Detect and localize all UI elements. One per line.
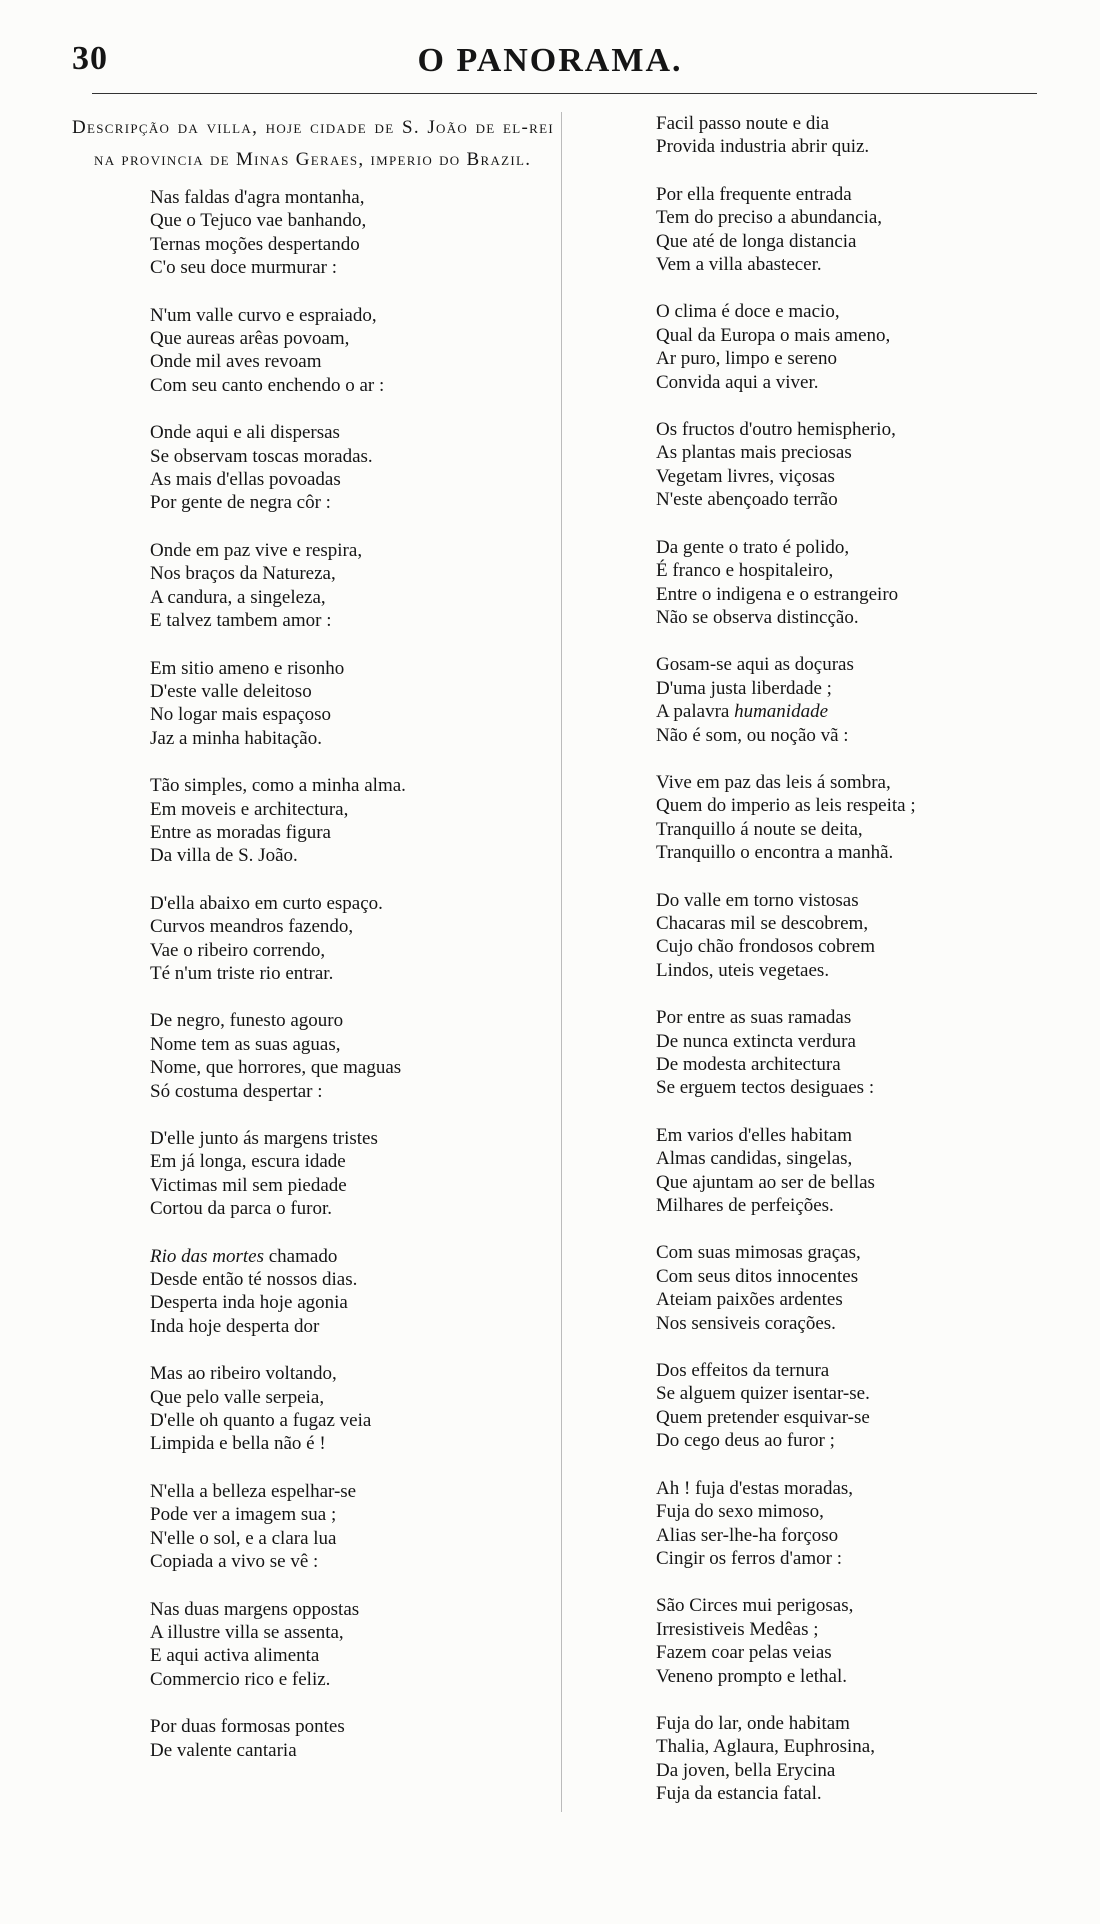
poem-line: Se observam toscas moradas. bbox=[150, 445, 373, 467]
stanza bbox=[656, 1124, 1056, 1218]
poem-line: Desperta inda hoje agonia bbox=[150, 1292, 348, 1314]
poem-line: As plantas mais preciosas bbox=[656, 442, 852, 464]
poem-line: Cortou da parca o furor. bbox=[150, 1198, 333, 1220]
poem-line: A candura, a singeleza, bbox=[150, 586, 326, 608]
page-header bbox=[0, 40, 1100, 90]
poem-line: De valente cantaria bbox=[150, 1739, 297, 1761]
poem-line: Limpida e bella não é ! bbox=[150, 1433, 326, 1455]
poem-line: Da gente o trato é polido, bbox=[656, 536, 850, 558]
poem-line: Por gente de negra côr : bbox=[150, 492, 331, 514]
poem-line: Cingir os ferros d'amor : bbox=[656, 1547, 843, 1569]
poem-line: Quem pretender esquivar-se bbox=[656, 1406, 870, 1428]
stanza bbox=[656, 1006, 1056, 1100]
poem-line: Da villa de S. João. bbox=[150, 845, 298, 867]
stanza bbox=[150, 657, 554, 751]
poem-line: Quem do imperio as leis respeita ; bbox=[656, 795, 916, 817]
poem-line: Tem do preciso a abundancia, bbox=[656, 207, 883, 229]
poem-line: No logar mais espaçoso bbox=[150, 704, 331, 726]
poem-line: Inda hoje desperta dor bbox=[150, 1315, 320, 1337]
poem-line: C'o seu doce murmurar : bbox=[150, 257, 338, 279]
poem-line: E talvez tambem amor : bbox=[150, 610, 332, 632]
poem-line: Mas ao ribeiro voltando, bbox=[150, 1363, 337, 1385]
poem-line: Veneno prompto e lethal. bbox=[656, 1665, 848, 1687]
poem-line: De nunca extincta verdura bbox=[656, 1030, 856, 1052]
header-rule bbox=[92, 93, 1037, 94]
poem-line: Não se observa distincção. bbox=[656, 606, 859, 628]
poem-line: Ternas moções despertando bbox=[150, 233, 360, 255]
poem-line: Que aureas arêas povoam, bbox=[150, 328, 350, 350]
poem-line: Que o Tejuco vae banhando, bbox=[150, 210, 367, 232]
poem-line: Em varios d'elles habitam bbox=[656, 1124, 853, 1146]
poem-line: Fuja da estancia fatal. bbox=[656, 1783, 822, 1805]
poem-line: Thalia, Aglaura, Euphrosina, bbox=[656, 1736, 875, 1758]
poem-line: Tranquillo o encontra a manhã. bbox=[656, 842, 894, 864]
stanza bbox=[150, 1127, 554, 1221]
poem-line: Almas candidas, singelas, bbox=[656, 1148, 853, 1170]
poem-line: A palavra humanidade bbox=[656, 701, 829, 723]
poem-line: As mais d'ellas povoadas bbox=[150, 469, 341, 491]
poem-line: Por duas formosas pontes bbox=[150, 1716, 345, 1738]
poem-line: Só costuma despertar : bbox=[150, 1080, 323, 1102]
poem-line: N'um valle curvo e espraiado, bbox=[150, 304, 377, 326]
poem-line: Ah ! fuja d'estas moradas, bbox=[656, 1477, 854, 1499]
stanza bbox=[656, 536, 1056, 630]
poem-line: Em já longa, escura idade bbox=[150, 1151, 346, 1173]
left-column bbox=[72, 112, 554, 1786]
poem-line: Que até de longa distancia bbox=[656, 230, 857, 252]
poem-line: Cujo chão frondosos cobrem bbox=[656, 936, 875, 958]
stanza bbox=[150, 1480, 554, 1574]
stanza bbox=[150, 1715, 554, 1762]
poem-line: Entre as moradas figura bbox=[150, 821, 331, 843]
poem-line: Copiada a vivo se vê : bbox=[150, 1551, 319, 1573]
poem-line: Tranquillo á noute se deita, bbox=[656, 818, 863, 840]
poem-left-column bbox=[150, 186, 554, 1762]
poem-line: Se alguem quizer isentar-se. bbox=[656, 1383, 870, 1405]
page-number: 30 bbox=[72, 40, 108, 77]
poem-line: De negro, funesto agouro bbox=[150, 1010, 344, 1032]
stanza bbox=[656, 889, 1056, 983]
poem-line: Gosam-se aqui as doçuras bbox=[656, 654, 854, 676]
article-title: Descripção da villa, hoje cidade de S. João de el-rei na provincia de Minas Geraes, imperio do Brazil. bbox=[72, 117, 554, 170]
stanza bbox=[656, 1594, 1056, 1688]
poem-line: Vem a villa abastecer. bbox=[656, 254, 822, 276]
poem-line: Os fructos d'outro hemispherio, bbox=[656, 419, 896, 441]
poem-line: Por ella frequente entrada bbox=[656, 183, 852, 205]
stanza bbox=[150, 1009, 554, 1103]
poem-right-column bbox=[656, 112, 1056, 1830]
poem-line: Que ajuntam ao ser de bellas bbox=[656, 1171, 875, 1193]
poem-line: Vegetam livres, viçosas bbox=[656, 465, 835, 487]
poem-line: D'este valle deleitoso bbox=[150, 680, 312, 702]
poem-line: Onde aqui e ali dispersas bbox=[150, 422, 340, 444]
poem-line: Té n'um triste rio entrar. bbox=[150, 962, 334, 984]
poem-line: Não é som, ou noção vã : bbox=[656, 724, 849, 746]
poem-line: Fuja do lar, onde habitam bbox=[656, 1712, 850, 1734]
poem-line: São Circes mui perigosas, bbox=[656, 1595, 854, 1617]
poem-line: Nas faldas d'agra montanha, bbox=[150, 187, 365, 208]
poem-line: É franco e hospitaleiro, bbox=[656, 560, 834, 582]
poem-line: Por entre as suas ramadas bbox=[656, 1007, 852, 1029]
column-divider bbox=[561, 112, 562, 1812]
poem-line: E aqui activa alimenta bbox=[150, 1645, 320, 1667]
poem-line: Se erguem tectos desiguaes : bbox=[656, 1077, 875, 1099]
poem-line: Entre o indigena e o estrangeiro bbox=[656, 583, 899, 605]
poem-line: Do cego deus ao furor ; bbox=[656, 1430, 835, 1452]
poem-line: Qual da Europa o mais ameno, bbox=[656, 324, 891, 346]
stanza bbox=[656, 1241, 1056, 1335]
poem-line: Alias ser-lhe-ha forçoso bbox=[656, 1524, 839, 1546]
poem-line: Lindos, uteis vegetaes. bbox=[656, 959, 830, 981]
stanza bbox=[150, 1362, 554, 1456]
poem-line: Tão simples, como a minha alma. bbox=[150, 775, 406, 797]
poem-line: D'elle oh quanto a fugaz veia bbox=[150, 1410, 372, 1432]
poem-line: A illustre villa se assenta, bbox=[150, 1621, 344, 1643]
poem-line: Nos sensiveis corações. bbox=[656, 1312, 836, 1334]
poem-line: Nome, que horrores, que maguas bbox=[150, 1057, 402, 1079]
poem-line: Pode ver a imagem sua ; bbox=[150, 1504, 337, 1526]
poem-line: D'ella abaixo em curto espaço. bbox=[150, 892, 383, 914]
poem-line: Onde mil aves revoam bbox=[150, 351, 322, 373]
poem-line: Irresistiveis Medêas ; bbox=[656, 1618, 819, 1640]
poem-line: Da joven, bella Erycina bbox=[656, 1759, 836, 1781]
poem-line: Do valle em torno vistosas bbox=[656, 889, 859, 911]
stanza bbox=[150, 892, 554, 986]
poem-line: Ateiam paixões ardentes bbox=[656, 1289, 843, 1311]
poem-line: Ar puro, limpo e sereno bbox=[656, 348, 837, 370]
poem-line: Fuja do sexo mimoso, bbox=[656, 1501, 824, 1523]
poem-line: Com seu canto enchendo o ar : bbox=[150, 374, 385, 396]
stanza bbox=[656, 1359, 1056, 1453]
poem-line: Dos effeitos da ternura bbox=[656, 1360, 830, 1382]
poem-line: Victimas mil sem piedade bbox=[150, 1174, 347, 1196]
poem-line: N'este abençoado terrão bbox=[656, 489, 838, 511]
poem-line: Que pelo valle serpeia, bbox=[150, 1386, 325, 1408]
poem-line: Chacaras mil se descobrem, bbox=[656, 912, 869, 934]
poem-line: Jaz a minha habitação. bbox=[150, 727, 322, 749]
poem-line: Provida industria abrir quiz. bbox=[656, 136, 870, 158]
stanza bbox=[150, 1245, 554, 1339]
poem-line: Nome tem as suas aguas, bbox=[150, 1033, 341, 1055]
poem-line: O clima é doce e macio, bbox=[656, 301, 840, 323]
poem-line: Facil passo noute e dia bbox=[656, 113, 830, 134]
poem-line: N'ella a belleza espelhar-se bbox=[150, 1480, 357, 1502]
poem-line: Milhares de perfeições. bbox=[656, 1195, 834, 1217]
poem-line: Fazem coar pelas veias bbox=[656, 1642, 832, 1664]
stanza bbox=[150, 186, 554, 280]
poem-line: Desde então té nossos dias. bbox=[150, 1269, 358, 1291]
poem-line: N'elle o sol, e a clara lua bbox=[150, 1527, 337, 1549]
stanza bbox=[656, 1712, 1056, 1806]
poem-line: D'uma justa liberdade ; bbox=[656, 677, 832, 699]
poem-line: Nos braços da Natureza, bbox=[150, 563, 336, 585]
stanza bbox=[656, 183, 1056, 277]
journal-title: O PANORAMA. bbox=[417, 42, 683, 79]
poem-line: Em sitio ameno e risonho bbox=[150, 657, 345, 679]
stanza bbox=[150, 421, 554, 515]
stanza bbox=[656, 771, 1056, 865]
stanza bbox=[150, 1598, 554, 1692]
stanza bbox=[656, 112, 1056, 159]
poem-line: Curvos meandros fazendo, bbox=[150, 916, 354, 938]
poem-line: Rio das mortes chamado bbox=[150, 1245, 338, 1267]
poem-line: Onde em paz vive e respira, bbox=[150, 539, 363, 561]
poem-line: Com suas mimosas graças, bbox=[656, 1242, 861, 1264]
stanza bbox=[656, 1477, 1056, 1571]
stanza bbox=[656, 653, 1056, 747]
poem-line: De modesta architectura bbox=[656, 1054, 841, 1075]
stanza bbox=[150, 304, 554, 398]
poem-line: Com seus ditos innocentes bbox=[656, 1265, 859, 1287]
poem-line: Vae o ribeiro correndo, bbox=[150, 939, 326, 961]
stanza bbox=[150, 539, 554, 633]
poem-line: Convida aqui a viver. bbox=[656, 371, 819, 393]
poem-line: Em moveis e architectura, bbox=[150, 798, 349, 820]
stanza bbox=[150, 774, 554, 868]
stanza bbox=[656, 418, 1056, 512]
poem-line: D'elle junto ás margens tristes bbox=[150, 1128, 378, 1149]
poem-line: Commercio rico e feliz. bbox=[150, 1668, 331, 1690]
stanza bbox=[656, 300, 1056, 394]
poem-line: Vive em paz das leis á sombra, bbox=[656, 771, 891, 793]
poem-line: Nas duas margens oppostas bbox=[150, 1598, 360, 1620]
